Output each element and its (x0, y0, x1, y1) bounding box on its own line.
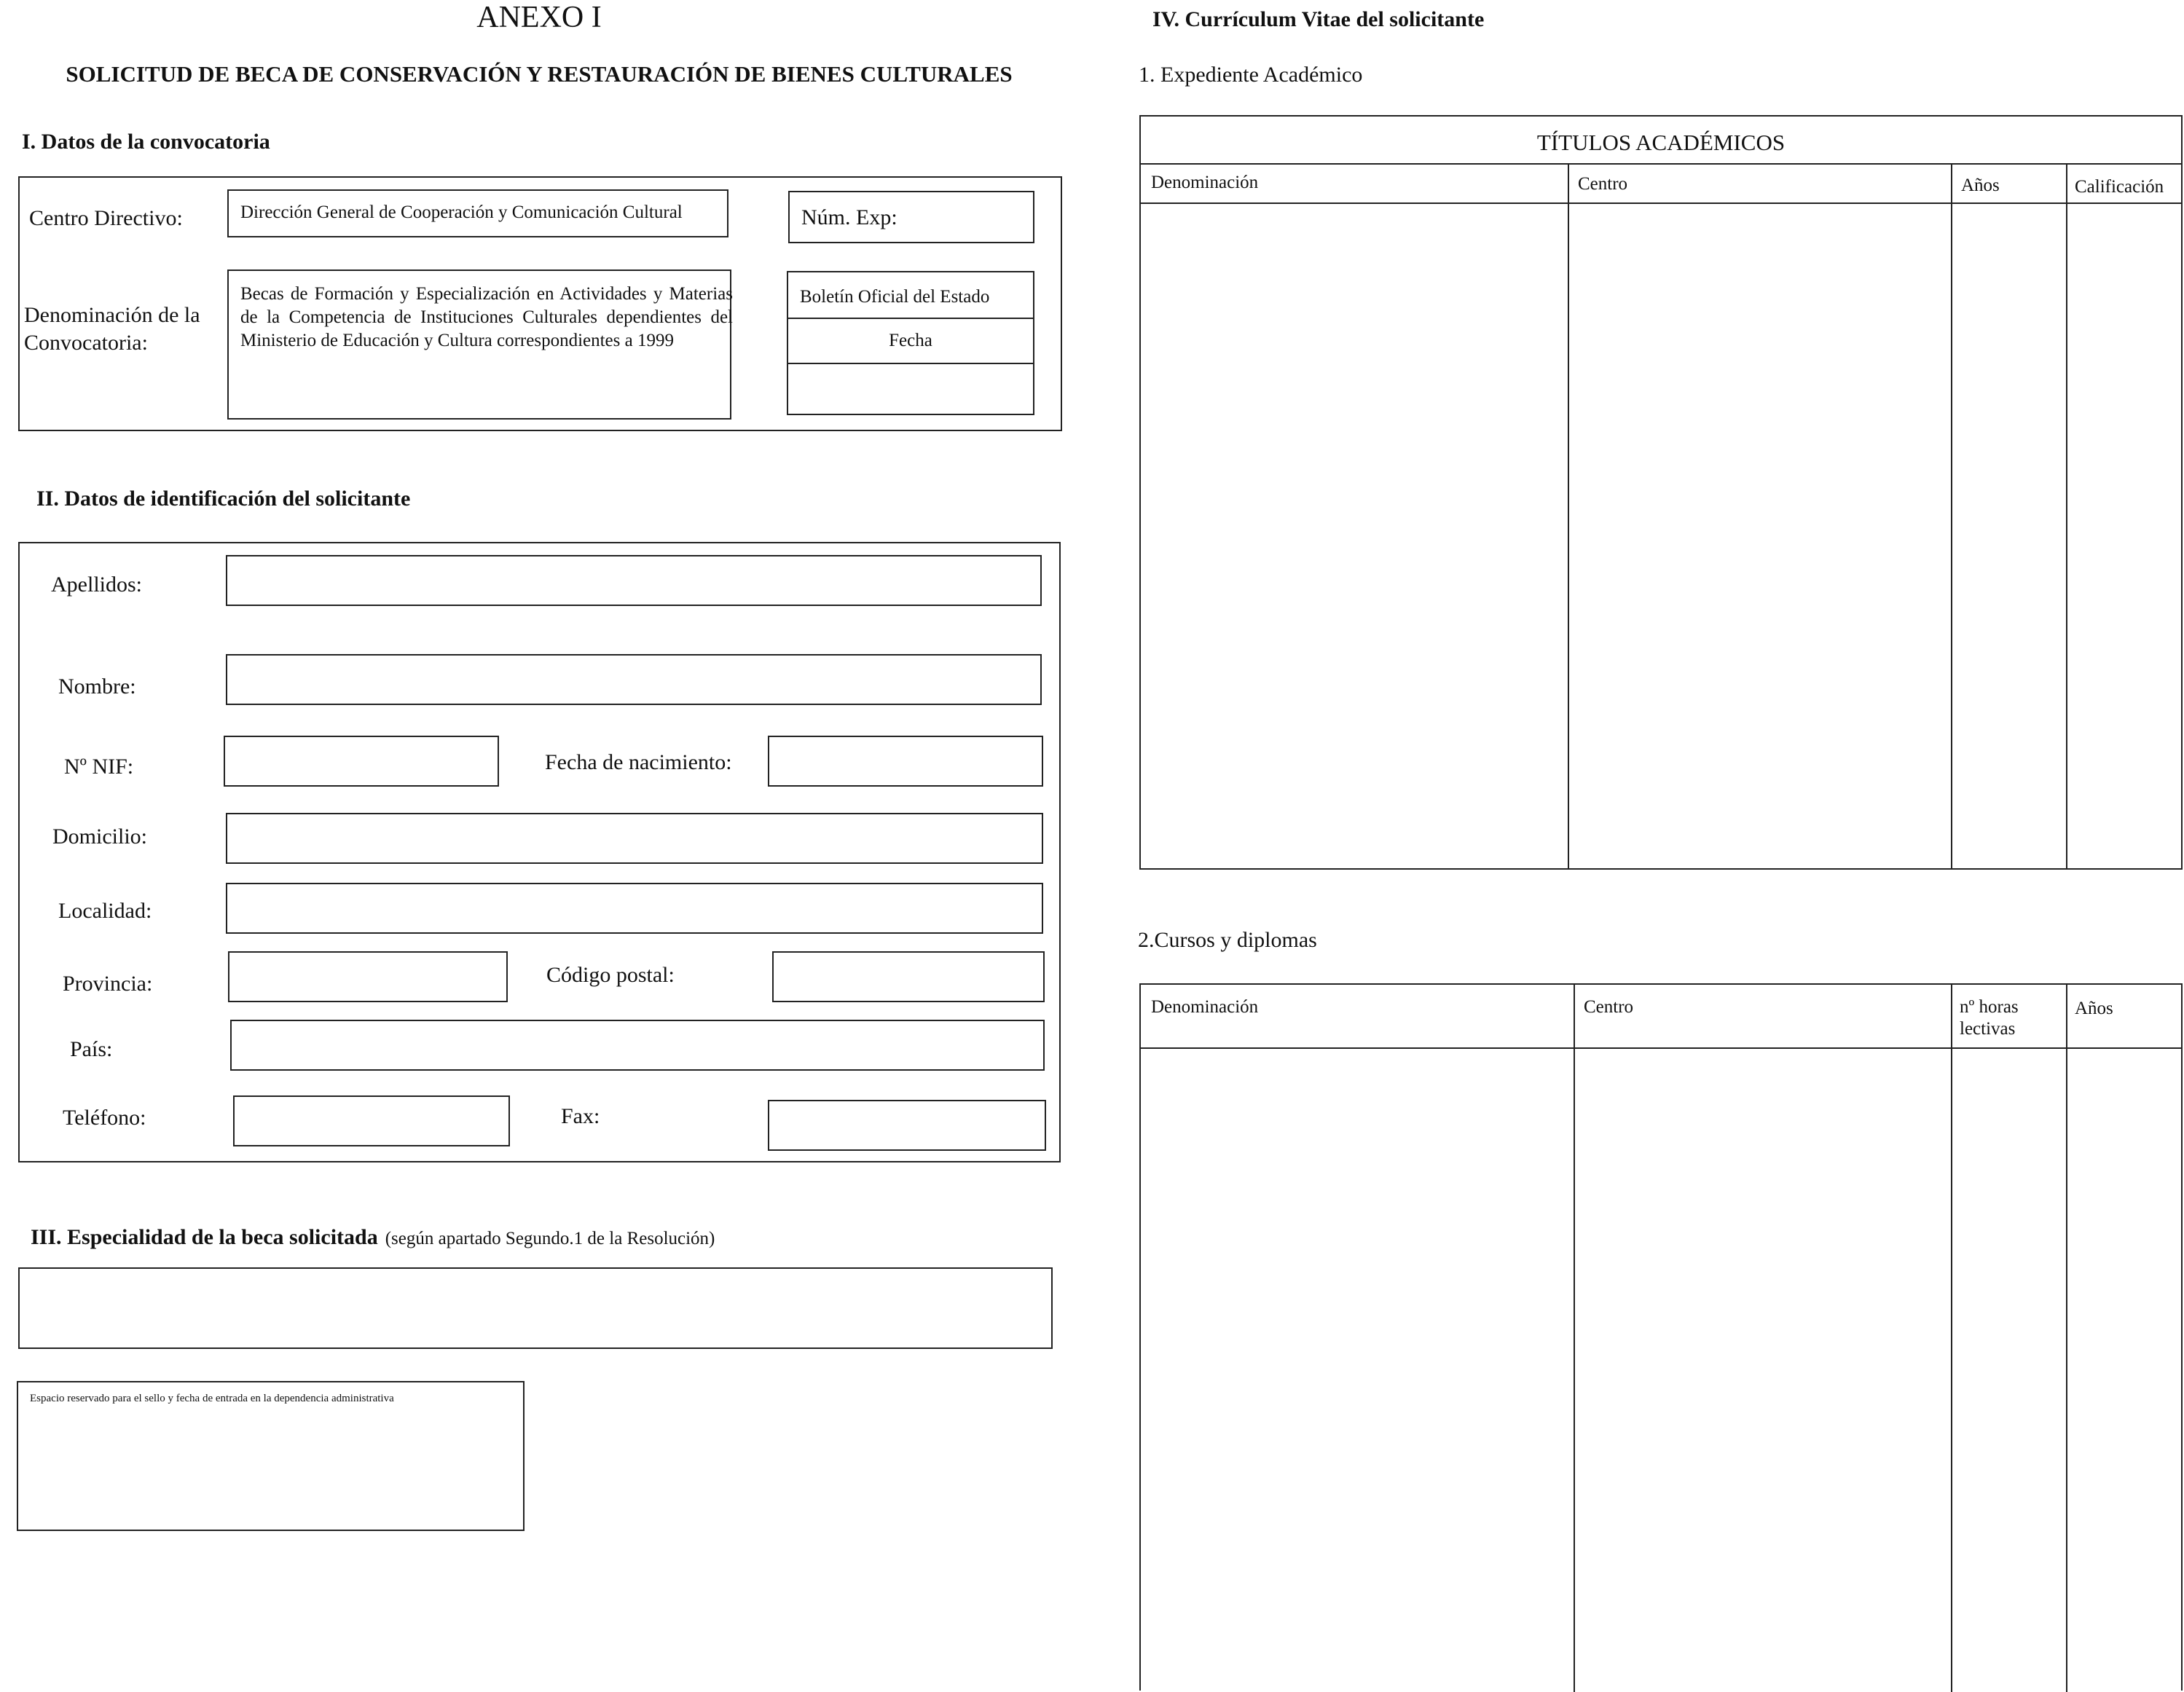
nombre-input[interactable] (226, 654, 1042, 705)
form-subtitle: SOLICITUD DE BECA DE CONSERVACIÓN Y RESTAURACIÓN DE BIENES CULTURALES (66, 61, 1013, 87)
codigo-postal-label: Código postal: (546, 963, 675, 987)
cursos-col-horas-lectivas: nº horas lectivas (1960, 997, 2019, 1039)
cursos-col-centro: Centro (1584, 997, 1634, 1017)
pais-input[interactable] (230, 1020, 1045, 1071)
titulos-title-divider (1141, 163, 2181, 165)
stamp-reserved-box (17, 1381, 525, 1531)
section-3-note: (según apartado Segundo.1 de la Resolución) (385, 1229, 715, 1248)
fax-label: Fax: (561, 1104, 600, 1128)
fecha-label: Fecha (889, 331, 932, 350)
denominacion-convocatoria-value: Becas de Formación y Especialización en Actividades y Materias de la Competencia de Instituciones Culturales dependientes del Ministerio de Educación y Cultura correspondientes a 1999 (240, 284, 733, 350)
nombre-label: Nombre: (58, 674, 136, 699)
especialidad-input[interactable] (18, 1267, 1053, 1349)
codigo-postal-input[interactable] (772, 951, 1045, 1002)
titulos-academicos-table (1139, 115, 2183, 870)
titulos-academicos-title: TÍTULOS ACADÉMICOS (1536, 130, 1786, 155)
boletin-oficial-box (787, 271, 1034, 415)
annex-title: ANEXO I (476, 1, 602, 34)
fax-input[interactable] (768, 1100, 1046, 1151)
nif-label: Nº NIF: (64, 755, 134, 779)
domicilio-label: Domicilio: (52, 825, 147, 849)
cursos-col-anos: Años (2075, 999, 2113, 1018)
cursos-diplomas-table (1139, 983, 2183, 1691)
centro-directivo-value: Dirección General de Cooperación y Comunicación Cultural (240, 202, 683, 222)
titulos-col-denominacion: Denominación (1151, 173, 1259, 192)
num-exp-label: Núm. Exp: (801, 205, 897, 229)
boletin-divider-1 (788, 318, 1033, 319)
provincia-input[interactable] (228, 951, 508, 1002)
expediente-academico-heading: 1. Expediente Académico (1139, 63, 1363, 87)
denominacion-convocatoria-label: Denominación de la Convocatoria: (24, 303, 200, 355)
centro-directivo-field[interactable] (227, 189, 728, 237)
section-4-heading: IV. Currículum Vitae del solicitante (1152, 7, 1485, 31)
pais-label: País: (70, 1037, 113, 1061)
provincia-label: Provincia: (63, 972, 153, 996)
stamp-reserved-label: Espacio reservado para el sello y fecha de entrada en la dependencia administrativa (30, 1393, 394, 1404)
titulos-col-anos: Años (1961, 176, 2000, 195)
fecha-input[interactable] (788, 364, 1033, 414)
section-2-heading: II. Datos de identificación del solicitante (36, 487, 411, 511)
apellidos-input[interactable] (226, 555, 1042, 606)
boletin-oficial-label: Boletín Oficial del Estado (800, 287, 990, 307)
telefono-input[interactable] (233, 1095, 510, 1146)
fecha-nacimiento-input[interactable] (768, 736, 1043, 787)
titulos-body-area[interactable] (1141, 204, 2181, 868)
localidad-label: Localidad: (58, 899, 152, 923)
domicilio-input[interactable] (226, 813, 1043, 864)
section-3-heading-row (31, 1225, 715, 1250)
cursos-col-denominacion: Denominación (1151, 997, 1259, 1017)
localidad-input[interactable] (226, 883, 1043, 934)
cursos-diplomas-heading: 2.Cursos y diplomas (1138, 928, 1317, 952)
section-3-heading: III. Especialidad de la beca solicitada (31, 1225, 378, 1249)
cursos-body-area[interactable] (1141, 1049, 2181, 1690)
centro-directivo-label: Centro Directivo: (29, 206, 183, 230)
titulos-col-centro: Centro (1578, 174, 1628, 194)
titulos-col-calificacion: Calificación (2075, 177, 2164, 197)
section-1-heading: I. Datos de la convocatoria (22, 130, 270, 154)
telefono-label: Teléfono: (63, 1106, 146, 1130)
nif-input[interactable] (224, 736, 499, 787)
apellidos-label: Apellidos: (51, 572, 142, 597)
num-exp-field[interactable] (788, 191, 1034, 243)
fecha-nacimiento-label: Fecha de nacimiento: (545, 750, 732, 774)
denominacion-convocatoria-field[interactable] (227, 269, 731, 420)
